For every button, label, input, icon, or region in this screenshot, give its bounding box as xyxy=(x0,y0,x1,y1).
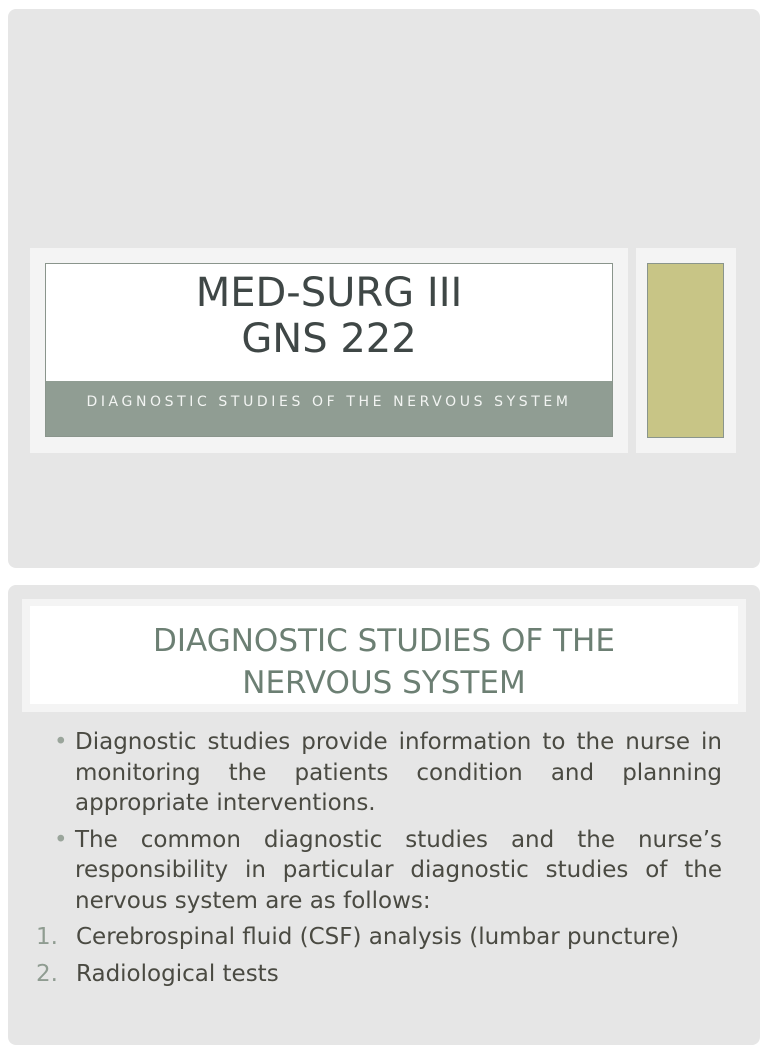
bullet-text: Diagnostic studies provide information to the nurse in monitoring the patients condition and planning appropriate interventions. xyxy=(75,729,722,816)
title-box xyxy=(45,263,613,437)
heading-frame xyxy=(22,599,746,712)
item-number: 1. xyxy=(36,924,58,950)
bullet-text: The common diagnostic studies and the nurse’s responsibility in particular diagnostic studies of the nervous system are as follows: xyxy=(75,826,722,914)
numbered-item xyxy=(36,922,722,953)
title-line-2: GNS 222 xyxy=(241,316,417,362)
slide-title xyxy=(46,270,612,362)
heading-line-2: NERVOUS SYSTEM xyxy=(242,665,526,701)
bullet-item xyxy=(54,825,722,917)
accent-frame xyxy=(636,248,736,453)
slide-subtitle: DIAGNOSTIC STUDIES OF THE NERVOUS SYSTEM xyxy=(46,381,612,436)
accent-block xyxy=(647,263,724,438)
heading-line-1: DIAGNOSTIC STUDIES OF THE xyxy=(153,623,615,659)
bullet-icon: • xyxy=(54,826,68,853)
numbered-text: Radiological tests xyxy=(76,960,279,987)
slide-body xyxy=(36,727,722,995)
numbered-text: Cerebrospinal fluid (CSF) analysis (lumbar puncture) xyxy=(76,924,680,950)
item-number: 2. xyxy=(36,960,58,987)
numbered-item xyxy=(36,959,722,990)
bullet-item xyxy=(54,727,722,819)
title-line-1: MED-SURG III xyxy=(195,270,463,316)
content-slide xyxy=(8,585,760,1045)
slide-heading xyxy=(30,620,738,704)
bullet-icon: • xyxy=(54,729,68,755)
heading-box xyxy=(30,606,738,704)
title-slide xyxy=(8,9,760,568)
title-frame xyxy=(30,248,628,453)
